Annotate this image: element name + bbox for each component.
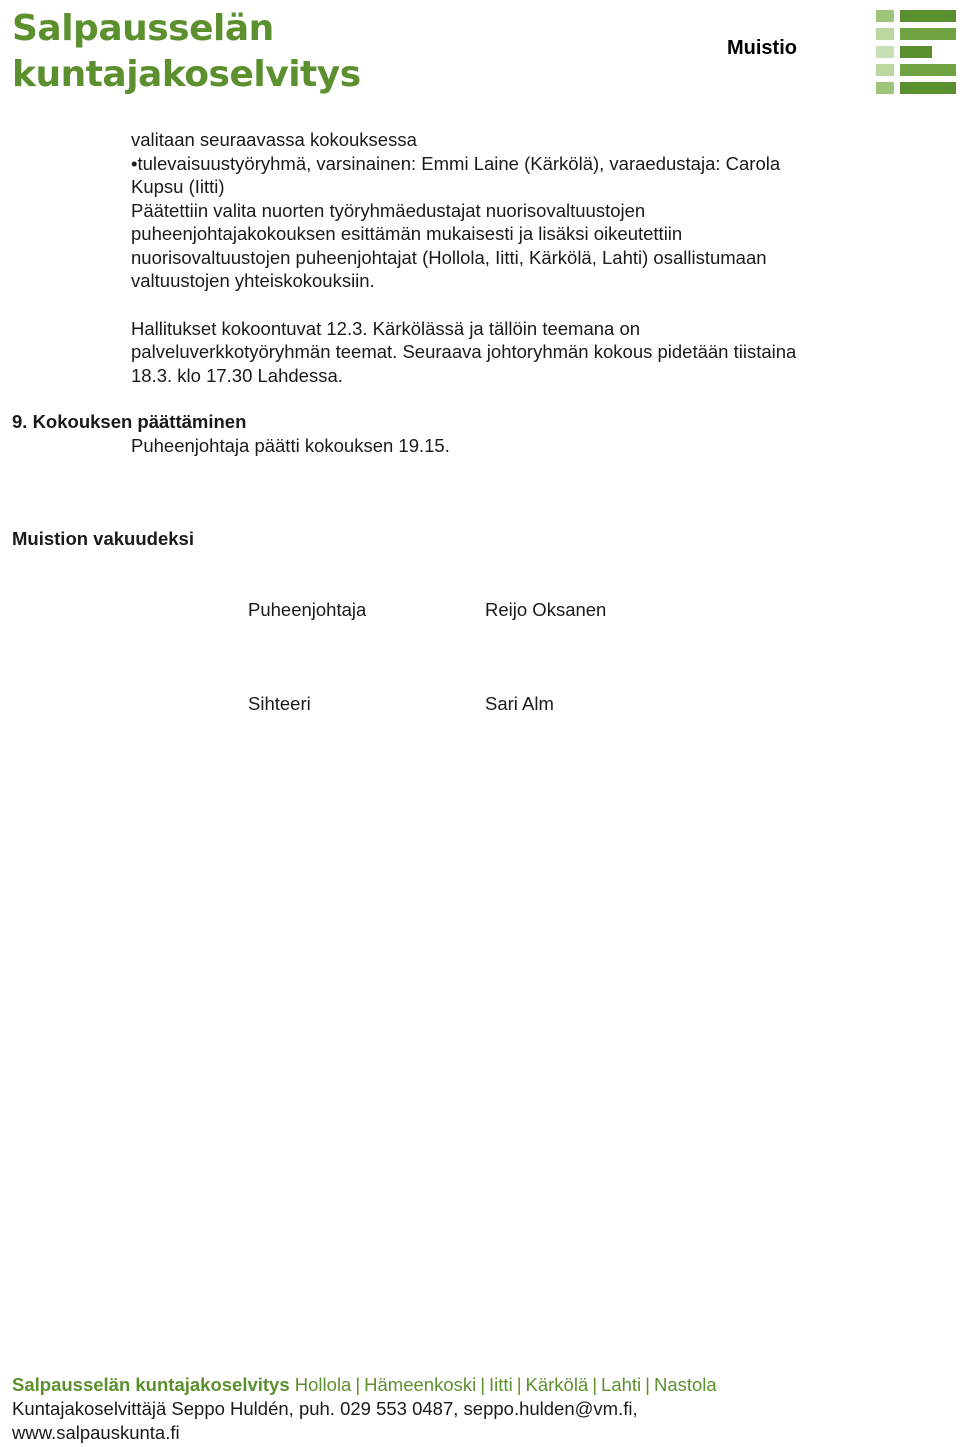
section-9	[12, 410, 450, 457]
footer-separator: |	[592, 1374, 598, 1395]
body-line: Päätettiin valita nuorten työryhmäedustajat nuorisovaltuustojen	[131, 199, 646, 221]
body-line: Kupsu (Iitti)	[131, 176, 225, 197]
attestation-heading: Muistion vakuudeksi	[12, 528, 194, 549]
body-line: 18.3. klo 17.30 Lahdessa.	[131, 364, 343, 386]
signature-name: Reijo Oksanen	[485, 599, 607, 620]
footer-separator: |	[480, 1374, 486, 1395]
footer-town: Hollola	[294, 1374, 352, 1395]
footer-town: Nastola	[653, 1374, 717, 1395]
body-line: valitaan seuraavassa kokouksessa	[131, 129, 417, 150]
footer-separator: |	[355, 1374, 361, 1395]
signature-role: Puheenjohtaja	[248, 599, 367, 620]
body-line: valtuustojen yhteiskokouksiin.	[131, 270, 375, 291]
body-line: palveluverkkotyöryhmän teemat. Seuraava johtoryhmän kokous pidetään tiistaina	[131, 341, 797, 362]
body-line: Hallitukset kokoontuvat 12.3. Kärkölässä ja tällöin teemana on	[131, 317, 641, 339]
footer-town: Kärkölä	[525, 1374, 589, 1395]
footer-org: Salpausselän kuntajakoselvitys	[12, 1374, 290, 1395]
body-line: •tulevaisuustyöryhmä, varsinainen: Emmi Laine (Kärkölä), varaedustaja: Carola	[131, 152, 781, 174]
brand-logo	[12, 6, 361, 98]
footer-website-link[interactable]: www.salpauskunta.fi	[12, 1422, 180, 1443]
body-line: puheenjohtajakokouksen esittämän mukaisesti ja lisäksi oikeutettiin	[131, 223, 683, 244]
minutes-body	[131, 128, 931, 387]
footer-town: Iitti	[489, 1374, 513, 1395]
logo-line-2: kuntajakoselvitys	[12, 54, 361, 95]
body-line: nuorisovaltuustojen puheenjohtajat (Hollola, Iitti, Kärkölä, Lahti) osallistumaan	[131, 246, 767, 268]
footer-org-line	[12, 1373, 717, 1397]
signature-name: Sari Alm	[485, 693, 554, 714]
document-type: Muistio	[727, 37, 797, 59]
footer-separator: |	[645, 1374, 650, 1395]
logo-line-1: Salpausselän	[12, 8, 274, 49]
striped-e-icon	[876, 10, 956, 96]
footer-town: Lahti	[601, 1374, 642, 1395]
footer-separator: |	[516, 1374, 522, 1395]
footer-town: Hämeenkoski	[364, 1374, 477, 1395]
section-text: Puheenjohtaja päätti kokouksen 19.15.	[131, 434, 450, 456]
page-footer	[12, 1373, 717, 1445]
footer-contact: Kuntajakoselvittäjä Seppo Huldén, puh. 029 553 0487, seppo.hulden@vm.fi,	[12, 1398, 638, 1419]
signature-role: Sihteeri	[248, 693, 311, 714]
section-heading: 9. Kokouksen päättäminen	[12, 411, 247, 432]
